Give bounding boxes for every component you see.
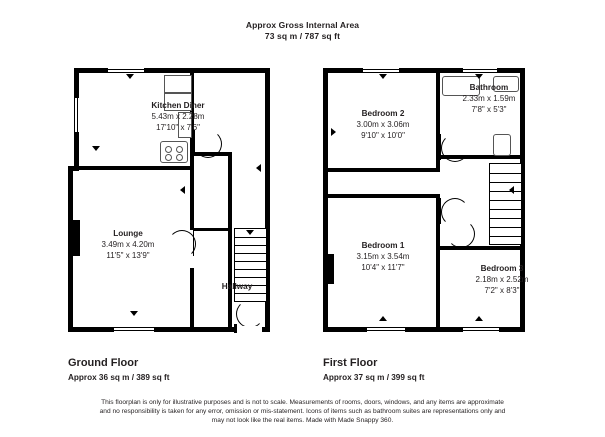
lounge-window-frame-a xyxy=(114,327,154,328)
bedroom3-window-frame-b xyxy=(463,330,499,331)
gross-area-label: Approx Gross Internal Area xyxy=(245,20,360,30)
marker-bedroom3-bottom xyxy=(475,316,483,321)
bedroom3-window-frame-a xyxy=(463,327,499,328)
label-bedroom-3: Bedroom 3 2.18m x 2.52m 7'2" x 8'3" xyxy=(475,264,529,295)
door-front xyxy=(236,300,264,328)
marker-bedroom1-bottom xyxy=(379,316,387,321)
label-bedroom-1: Bedroom 1 3.15m x 3.54m 10'4" x 11'7" xyxy=(356,241,410,272)
hob-burner-3 xyxy=(165,154,172,161)
door-leaf-bedroom2 xyxy=(440,134,441,160)
kitchen-window-frame-b xyxy=(108,72,144,73)
kitchen-window-frame-a xyxy=(108,69,144,70)
toilet xyxy=(493,134,511,156)
wall-landing-left xyxy=(436,159,440,172)
page-title xyxy=(0,20,605,42)
kitchen-left-window-frame-b xyxy=(77,98,78,132)
marker-kitchen-right xyxy=(180,186,185,194)
bathroom-window-frame-b xyxy=(463,72,497,73)
bedroom2-window-frame-b xyxy=(363,72,399,73)
kitchen-worktop-top xyxy=(164,75,192,93)
marker-landing-right xyxy=(509,186,514,194)
label-kitchen-diner: Kitchen Diner 5.43m x 2.28m 17'10" x 7'6" xyxy=(151,101,205,132)
marker-kitchen-left xyxy=(92,146,100,151)
lounge-window-frame-b xyxy=(114,330,154,331)
bathroom-window-frame-a xyxy=(463,69,497,70)
label-lounge: Lounge 3.49m x 4.20m 11'5" x 13'9" xyxy=(101,229,155,260)
door-bedroom3 xyxy=(447,220,475,248)
marker-bathroom-window xyxy=(475,74,483,79)
marker-hallway-right xyxy=(256,164,261,172)
hob-burner-4 xyxy=(176,154,183,161)
staircase-first xyxy=(489,163,522,245)
gross-area-value: 73 sq m / 787 sq ft xyxy=(264,31,341,41)
wall-ground-top xyxy=(74,68,270,73)
opening-front-door xyxy=(236,326,262,333)
marker-kitchen-window-top xyxy=(126,74,134,79)
disclaimer-line-2: and no responsibility is taken for any error, omission or mis-statement. Icons of items such as bathroom suites are representations only and xyxy=(99,408,506,415)
wall-bedroom2-bottom xyxy=(323,168,440,172)
bedroom1-window-frame-a xyxy=(367,327,405,328)
door-leaf-bedroom1 xyxy=(440,198,441,224)
disclaimer-line-3: may not look like the real items. Made with Made Snappy 360. xyxy=(211,417,394,424)
bedroom2-window-frame-a xyxy=(363,69,399,70)
label-bedroom-2: Bedroom 2 3.00m x 3.06m 9'10" x 10'0" xyxy=(356,109,410,140)
wall-under-stairs xyxy=(194,228,228,231)
kitchen-hob xyxy=(160,141,188,163)
marker-bedroom2-window xyxy=(379,74,387,79)
door-bedroom2 xyxy=(441,134,469,162)
wall-kitchen-lounge-divider xyxy=(74,166,194,170)
first-floor-area: Approx 37 sq m / 399 sq ft xyxy=(323,373,425,382)
marker-hallway-top xyxy=(246,230,254,235)
marker-lounge-bottom xyxy=(130,311,138,316)
ground-floor-title: Ground Floor xyxy=(68,357,139,369)
disclaimer-line-1: This floorplan is only for illustrative purposes and is not to scale. Measurements of rooms, doors, windows, and any items are approximate xyxy=(101,399,504,406)
hob-burner-1 xyxy=(165,146,172,153)
wall-lounge-right xyxy=(190,170,194,230)
door-kitchen xyxy=(194,130,222,158)
label-hallway: Hallway xyxy=(221,282,253,291)
first-floor-title: First Floor xyxy=(323,357,378,369)
wall-bedroom1-top xyxy=(323,194,440,198)
bedroom1-window-frame-b xyxy=(367,330,405,331)
label-bathroom: Bathroom 2.33m x 1.59m 7'8" x 5'3" xyxy=(462,83,516,114)
wall-bedroom3-top xyxy=(440,246,521,250)
wall-lounge-right-lower xyxy=(190,268,194,327)
door-leaf-kitchen xyxy=(194,130,195,156)
front-door-leaf xyxy=(234,324,237,333)
hob-burner-2 xyxy=(176,146,183,153)
ground-floor-area: Approx 36 sq m / 389 sq ft xyxy=(68,373,170,382)
wall-hallway-left xyxy=(228,156,232,236)
disclaimer xyxy=(0,398,605,425)
kitchen-left-window-frame-a xyxy=(74,98,75,132)
door-leaf-lounge xyxy=(193,230,194,256)
